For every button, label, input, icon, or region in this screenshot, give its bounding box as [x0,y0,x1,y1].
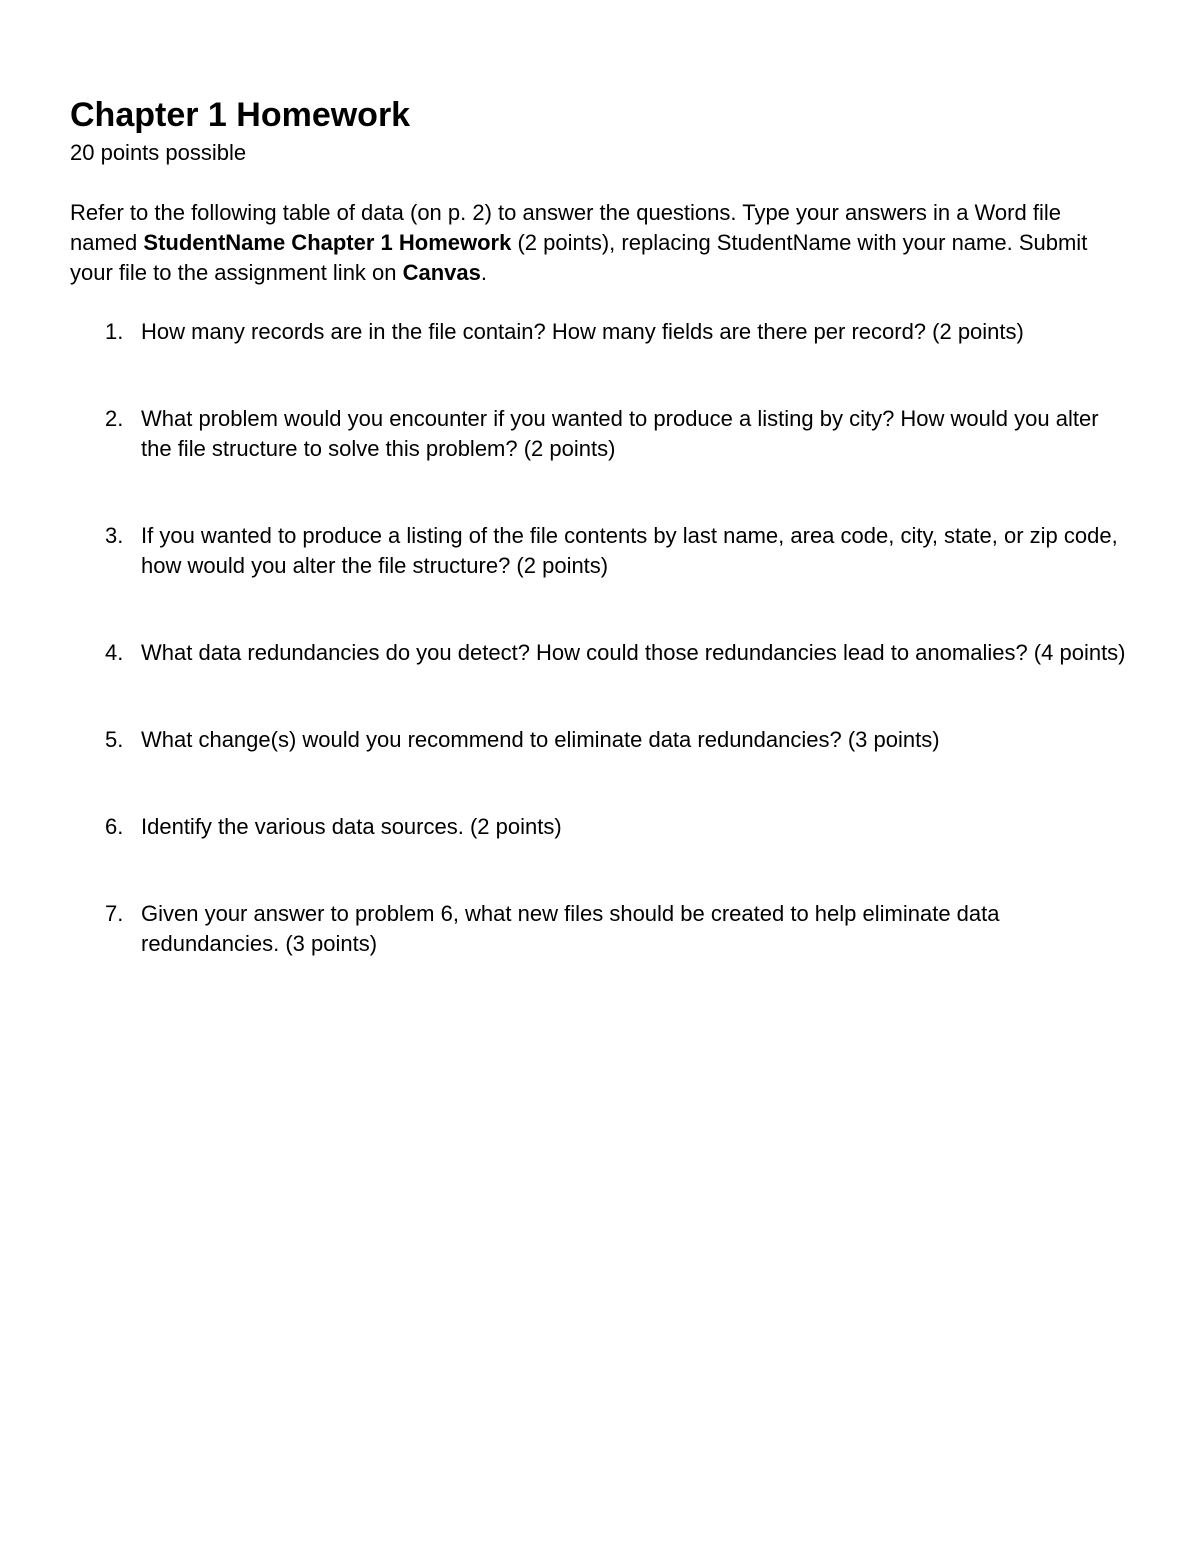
question-number: 1. [105,319,124,344]
instructions-paragraph [70,198,1130,288]
question-item [70,317,1130,347]
question-number: 2. [105,406,124,431]
instructions-text-1: Refer to the following table of data (on p. 2) to answer the questions. Type your answers in a Word file named [70,200,1061,255]
question-item [70,638,1130,668]
question-text: What problem would you encounter if you wanted to produce a listing by city? How would you alter the file structure to solve this problem? (2 points) [141,406,1099,461]
instructions-text-2: (2 points), replacing StudentName with your name. Submit your file to the assignment link on [70,230,1088,285]
instructions-text-3: . [480,260,488,285]
question-number: 5. [105,727,124,752]
question-text: Identify the various data sources. (2 points) [141,814,562,839]
question-text: If you wanted to produce a listing of the file contents by last name, area code, city, state, or zip code, how would you alter the file structure? (2 points) [141,523,1118,578]
question-number: 7. [105,901,124,926]
question-number: 3. [105,523,124,548]
document-page [70,92,1130,1016]
question-number: 6. [105,814,124,839]
question-item [70,899,1130,959]
question-item [70,812,1130,842]
question-text: How many records are in the file contain? How many fields are there per record? (2 points) [141,319,1024,344]
filename-bold: StudentName Chapter 1 Homework [143,230,512,255]
question-list [70,317,1130,959]
question-text: Given your answer to problem 6, what new files should be created to help eliminate data redundancies. (3 points) [141,901,1000,956]
question-text: What data redundancies do you detect? How could those redundancies lead to anomalies? (4 points) [141,640,1126,665]
document-title: Chapter 1 Homework [70,96,411,134]
canvas-bold: Canvas [402,260,481,285]
question-text: What change(s) would you recommend to eliminate data redundancies? (3 points) [141,727,940,752]
question-number: 4. [105,640,124,665]
question-item [70,404,1130,464]
question-item [70,725,1130,755]
points-possible: 20 points possible [70,140,247,165]
question-item [70,521,1130,581]
